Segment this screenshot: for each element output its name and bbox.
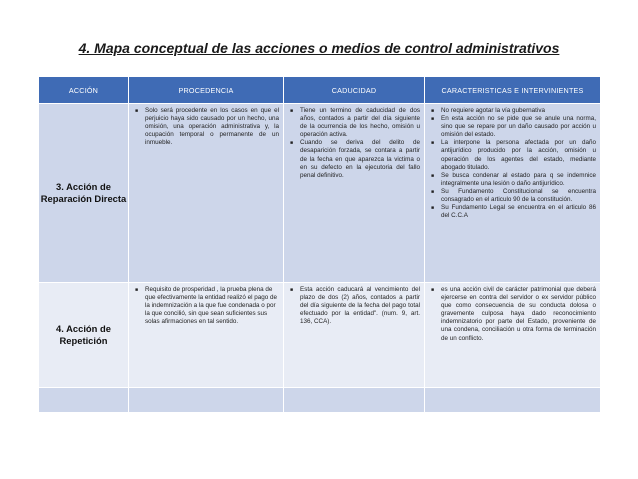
list-item-text: Cuando se deriva del delito de desaparición forzada, se contara a partir de la fecha en que aparezca la victima o en su defecto en la ejecutoria del fallo penal definitivo. <box>300 139 420 179</box>
list-item-text: Requisito de prosperidad , la prueba plena de que efectivamente la entidad realizó el pago de la indemnización a la que fue condenada o por la que concilió, sin que sean suficientes sus solas afirmaciones en tal sentido. <box>145 286 277 326</box>
caducidad-cell <box>284 104 425 283</box>
list-item-text: Solo será procedente en los casos en que el perjuicio haya sido causado por un hecho, una omisión, una operación administrativa y, la ocupación temporal o permanente de un inmueble. <box>145 107 279 147</box>
list-item <box>431 204 596 220</box>
list-item <box>290 107 420 139</box>
row-label-text: 3. Acción de Reparación Directa <box>40 181 127 204</box>
header-caracteristicas: CARACTERISTICAS E INTERVINIENTES <box>425 77 601 104</box>
empty-cell <box>129 388 284 413</box>
list-item-text: Se busca condenar al estado para q se indemnice integralmente una lesión o daño antijurídico. <box>441 171 596 187</box>
square-bullet-icon: ■ <box>431 287 435 293</box>
square-bullet-icon: ■ <box>431 205 435 212</box>
page-title: 4. Mapa conceptual de las acciones o medios de control administrativos <box>78 40 560 56</box>
list-item <box>431 139 596 171</box>
list-item <box>431 187 596 204</box>
header-caducidad: CADUCIDAD <box>284 77 425 104</box>
square-bullet-icon: ■ <box>431 172 435 179</box>
list-item <box>431 171 596 188</box>
square-bullet-icon: ■ <box>135 287 139 293</box>
square-bullet-icon: ■ <box>290 287 294 293</box>
procedencia-cell <box>129 104 284 283</box>
empty-cell <box>39 388 129 413</box>
square-bullet-icon: ■ <box>431 140 435 147</box>
list-item-text: Esta acción caducará al vencimiento del plazo de dos (2) años, contados a partir del día siguiente de la fecha del pago total efectuado por la entidad". (num. 9, art. 136, CCA). <box>300 286 420 326</box>
list-item <box>290 139 420 179</box>
list-item-text: Tiene un termino de caducidad de dos años, contados a partir del día siguiente de la ocurrencia de los hecho, omisión u operación activa. <box>300 107 420 139</box>
square-bullet-icon: ■ <box>135 108 139 114</box>
concept-map-table <box>38 76 601 413</box>
table-row <box>39 104 601 283</box>
procedencia-cell <box>129 283 284 388</box>
header-accion: ACCIÓN <box>39 77 129 104</box>
list-item <box>431 286 596 343</box>
square-bullet-icon: ■ <box>431 108 435 114</box>
list-item-text: La interpone la persona afectada por un daño antijurídico producido por la acción, omisión u operación de los agentes del estado, mediante abogado titulado. <box>441 139 596 171</box>
row-label <box>39 104 129 283</box>
list-item-text: En esta acción no se pide que se anule una norma, sino que se repare por un daño causado por acción u omisión del estado. <box>441 115 596 139</box>
list-item <box>431 107 596 115</box>
square-bullet-icon: ■ <box>290 140 294 147</box>
list-item-text: es una acción civil de carácter patrimonial que deberá ejercerse en contra del servidor o ex servidor público que como consecuencia de su conducta dolosa o gravemente culposa haya dado reconocimiento indemnizatorio por parte del Estado, proveniente de una condena, conciliación u otra forma de terminación de un conflicto. <box>441 286 596 342</box>
square-bullet-icon: ■ <box>431 116 435 123</box>
row-label-text: 4. Acción de Repetición <box>56 323 111 346</box>
square-bullet-icon: ■ <box>431 188 435 195</box>
list-item <box>290 286 420 326</box>
caducidad-cell <box>284 283 425 388</box>
list-item <box>135 107 279 147</box>
table-row <box>39 283 601 388</box>
list-item <box>135 286 279 326</box>
list-item-text: Su Fundamento Legal se encuentra en el articulo 86 del C.C.A <box>441 204 596 220</box>
list-item-text: No requiere agotar la vía gubernativa <box>441 107 545 114</box>
empty-cell <box>284 388 425 413</box>
square-bullet-icon: ■ <box>290 108 294 114</box>
caracteristicas-cell <box>425 283 601 388</box>
list-item <box>431 115 596 139</box>
header-procedencia: PROCEDENCIA <box>129 77 284 104</box>
list-item-text: Su Fundamento Constitucional se encuentra consagrado en el articulo 90 de la constitución. <box>441 187 596 204</box>
row-label <box>39 283 129 388</box>
caracteristicas-cell <box>425 104 601 283</box>
table-row-empty <box>39 388 601 413</box>
empty-cell <box>425 388 601 413</box>
header-row <box>39 77 601 104</box>
